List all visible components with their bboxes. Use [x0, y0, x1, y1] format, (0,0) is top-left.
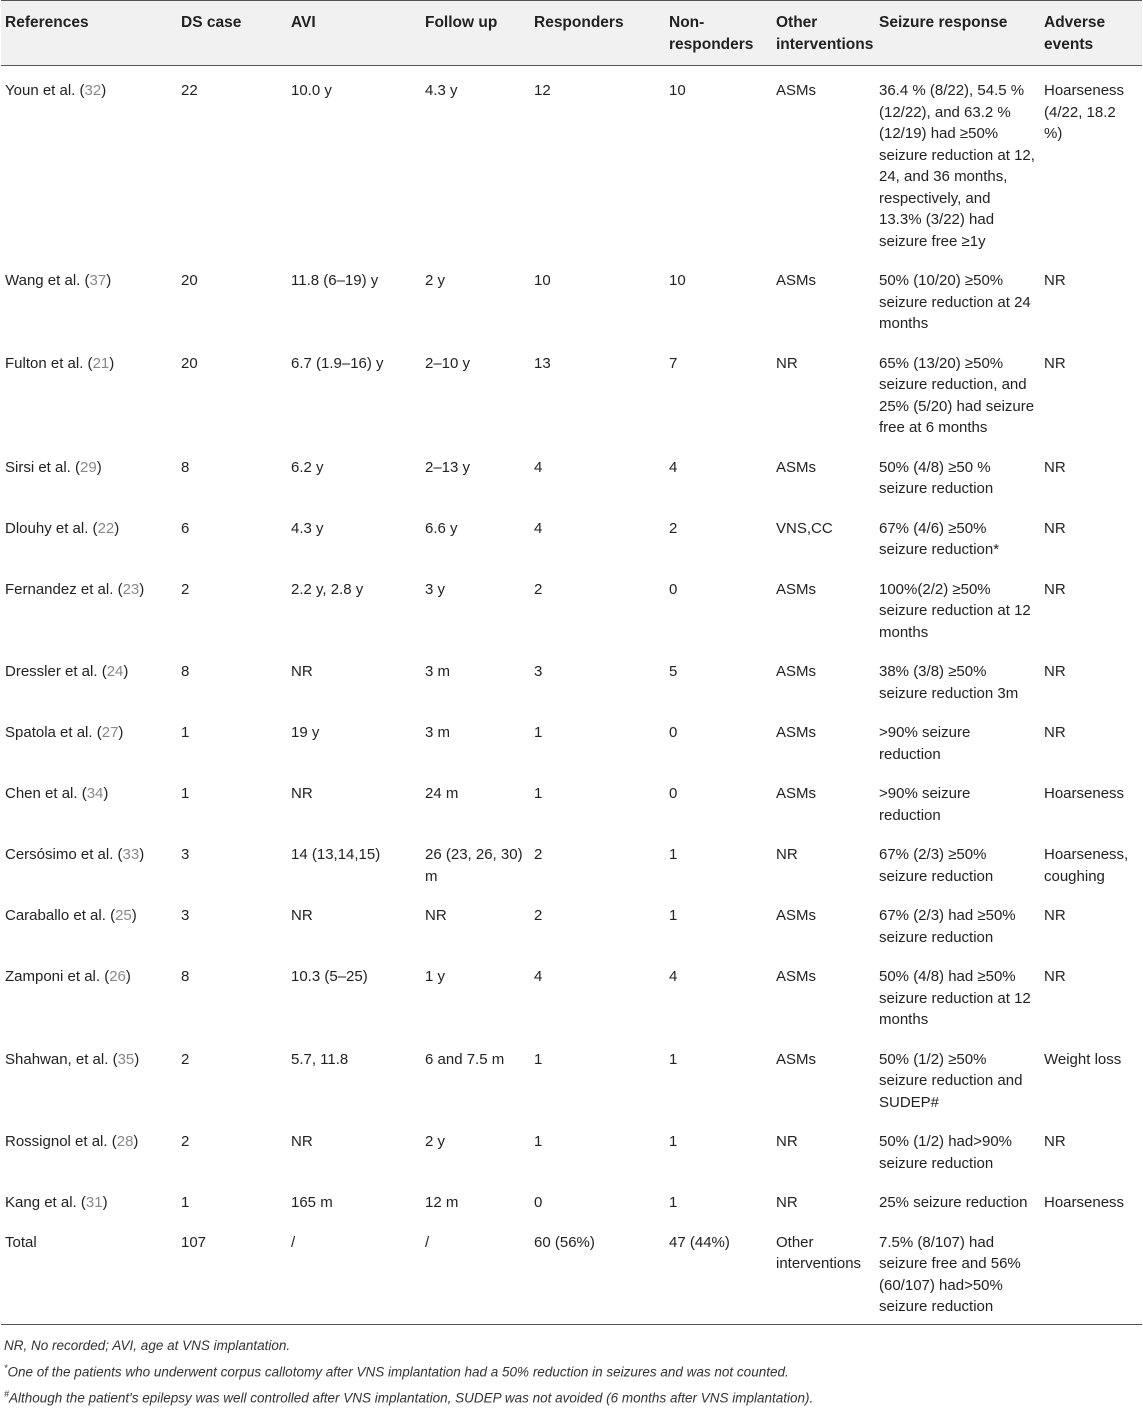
cell-reference: Cersósimo et al. (33) — [5, 846, 145, 863]
cell-adverse-events: Hoarseness (4/22, 18.2 %) — [1044, 82, 1125, 142]
cell-follow-up: 6 and 7.5 m — [425, 1050, 505, 1068]
cell-adverse-events: NR — [1044, 580, 1066, 598]
cell-non-responders: 0 — [669, 724, 678, 741]
cell-non-responders: 7 — [669, 354, 678, 372]
cell-ds-case: 20 — [181, 272, 198, 289]
cell-non-responders: 0 — [669, 785, 678, 802]
cell-adverse-events: NR — [1044, 1133, 1066, 1150]
footnote-star-text: One of the patients who underwent corpus callotomy after VNS implantation had a 50% reduction in seizures and was not counted. — [7, 1364, 789, 1379]
cell-reference: Dressler et al. (24) — [5, 663, 129, 680]
cell-reference: Youn et al. (32) — [5, 82, 107, 99]
cell-avi: 6.7 (1.9–16) y — [291, 354, 384, 372]
cell-ds-case: 2 — [181, 580, 190, 598]
reference-author: Cersósimo et al. — [5, 846, 114, 863]
cell-non-responders: 1 — [669, 907, 678, 924]
cell-seizure-response: 67% (2/3) had ≥50% seizure reduction — [879, 907, 1016, 946]
cell-avi: 10.3 (5–25) — [291, 968, 368, 985]
cell-adverse-events: NR — [1044, 458, 1066, 476]
cell-responders: 4 — [534, 968, 543, 985]
cell-follow-up: NR — [425, 907, 447, 924]
table-row — [1, 1218, 1142, 1325]
cell-ds-case: 107 — [177, 1218, 287, 1325]
cell-responders: 2 — [534, 846, 543, 863]
cell-reference — [1, 1218, 177, 1325]
cell-adverse-events: Hoarseness, coughing — [1044, 846, 1129, 885]
cell-seizure-response: 25% seizure reduction — [879, 1194, 1028, 1211]
cell-follow-up: 2–13 y — [425, 458, 471, 476]
cell-other-interventions: NR — [776, 1194, 798, 1211]
citation-link[interactable]: 24 — [106, 663, 124, 680]
header-references: References — [1, 1, 177, 66]
cell-avi: 2.2 y, 2.8 y — [291, 580, 364, 598]
footnote-hash — [4, 1383, 1139, 1410]
table-row — [1, 504, 1142, 565]
cell-other-interventions: ASMs — [776, 458, 817, 476]
citation-link[interactable]: 26 — [109, 968, 126, 985]
header-seizure-response: Seizure response — [875, 1, 1040, 66]
cell-responders: 1 — [534, 785, 543, 802]
cell-ds-case: 3 — [181, 846, 190, 863]
cell-avi: 6.2 y — [291, 458, 324, 476]
header-row — [1, 1, 1142, 66]
citation-link[interactable]: 27 — [101, 724, 119, 741]
cell-seizure-response: 36.4 % (8/22), 54.5 % (12/22), and 63.2 % (12/19) had ≥50% seizure reduction at 12, 24, and 36 months, respectively, and 13.3% (3/22) had seizure free ≥1y — [879, 82, 1035, 250]
table-row — [1, 443, 1142, 504]
cell-other-interventions: NR — [776, 1133, 798, 1150]
cell-ds-case: 1 — [181, 785, 190, 802]
cell-avi: 14 (13,14,15) — [291, 846, 381, 863]
cell-non-responders: 10 — [669, 82, 686, 99]
cell-responders: 1 — [534, 1050, 543, 1068]
citation-link[interactable]: 35 — [117, 1050, 135, 1068]
cell-other-interventions: ASMs — [776, 785, 817, 802]
cell-follow-up: / — [421, 1218, 530, 1325]
cell-follow-up: 3 m — [425, 724, 451, 741]
footnote-abbreviations: NR, No recorded; AVI, age at VNS implantation. — [4, 1337, 291, 1353]
cell-adverse-events: Weight loss — [1044, 1050, 1122, 1068]
cell-non-responders: 4 — [669, 968, 678, 985]
cell-ds-case: 8 — [181, 458, 190, 476]
reference-author: Sirsi et al. — [5, 458, 71, 476]
cell-responders: 2 — [534, 580, 543, 598]
footnote-hash-text: Although the patient's epilepsy was well controlled after VNS implantation, SUDEP was not avoided (6 months after VNS implantation). — [9, 1390, 814, 1406]
cell-adverse-events: NR — [1044, 968, 1066, 985]
cell-other-interventions: ASMs — [776, 724, 817, 741]
table-row — [1, 1117, 1142, 1178]
cell-avi: 5.7, 11.8 — [291, 1050, 349, 1068]
reference-author: Total — [5, 1233, 37, 1251]
citation-link[interactable]: 21 — [92, 354, 110, 372]
cell-seizure-response: 100%(2/2) ≥50% seizure reduction at 12 months — [879, 580, 1031, 641]
footnote-hash-mark: # — [4, 1389, 10, 1399]
cell-follow-up: 24 m — [425, 785, 459, 802]
cell-reference: Rossignol et al. (28) — [5, 1133, 139, 1150]
cell-adverse-events: NR — [1044, 354, 1066, 372]
cell-responders: 4 — [534, 458, 543, 476]
cell-adverse-events: NR — [1044, 907, 1066, 924]
cell-non-responders: 1 — [669, 1194, 678, 1211]
cell-avi: 165 m — [291, 1194, 333, 1211]
cell-non-responders: 4 — [669, 458, 678, 476]
citation-link[interactable]: 32 — [84, 82, 102, 99]
cell-reference: Chen et al. (34) — [5, 785, 109, 802]
citation-link[interactable]: 29 — [80, 458, 97, 476]
cell-seizure-response: 50% (1/2) ≥50% seizure reduction and SUDEP# — [879, 1050, 1023, 1111]
cell-responders: 60 (56%) — [530, 1218, 665, 1325]
cell-ds-case: 6 — [181, 519, 190, 537]
table-body — [1, 66, 1142, 1325]
cell-adverse-events: Hoarseness — [1044, 785, 1125, 802]
cell-follow-up: 3 y — [425, 580, 446, 598]
cell-other-interventions: ASMs — [776, 580, 817, 598]
reference-author: Kang et al. — [5, 1194, 77, 1211]
cell-ds-case: 20 — [181, 354, 198, 372]
table-row — [1, 830, 1142, 891]
table-row — [1, 647, 1142, 708]
header-responders: Responders — [530, 1, 665, 66]
table-row — [1, 952, 1142, 1035]
cell-other-interventions: NR — [776, 846, 798, 863]
cell-other-interventions: ASMs — [776, 907, 817, 924]
cell-follow-up: 1 y — [425, 968, 446, 985]
cell-reference: Spatola et al. (27) — [5, 724, 124, 741]
cell-ds-case: 1 — [181, 724, 190, 741]
header-ds-case: DS case — [177, 1, 287, 66]
table-row — [1, 565, 1142, 648]
reference-author: Fulton et al. — [5, 354, 84, 372]
reference-author: Spatola et al. — [5, 724, 93, 741]
table-row — [1, 339, 1142, 443]
cell-seizure-response: >90% seizure reduction — [879, 785, 971, 824]
cell-reference: Wang et al. (37) — [5, 272, 112, 289]
cell-responders: 0 — [534, 1194, 543, 1211]
cell-avi: 4.3 y — [291, 519, 324, 537]
cell-avi: NR — [291, 907, 313, 924]
cell-ds-case: 3 — [181, 907, 190, 924]
cell-non-responders: 2 — [669, 519, 678, 537]
cell-non-responders: 10 — [669, 272, 686, 289]
cell-avi: / — [287, 1218, 421, 1325]
cell-follow-up: 26 (23, 26, 30) m — [425, 846, 523, 885]
reference-author: Dressler et al. — [5, 663, 98, 680]
cell-other-interventions: NR — [776, 354, 798, 372]
cell-avi: NR — [291, 785, 313, 802]
cell-non-responders: 1 — [669, 1050, 678, 1068]
cell-reference: Zamponi et al. (26) — [5, 968, 131, 985]
cell-avi: NR — [291, 1133, 313, 1150]
table-row — [1, 1178, 1142, 1218]
table-row — [1, 891, 1142, 952]
cell-reference: Caraballo et al. (25) — [5, 907, 137, 924]
citation-link[interactable]: 34 — [86, 785, 104, 802]
header-other-interventions: Other interventions — [772, 1, 875, 66]
cell-responders: 2 — [534, 907, 543, 924]
citation-link[interactable]: 33 — [122, 846, 140, 863]
cell-other-interventions: ASMs — [776, 82, 817, 99]
cell-seizure-response: 50% (4/8) ≥50 % seizure reduction — [879, 458, 994, 497]
cell-seizure-response: 65% (13/20) ≥50% seizure reduction, and 25% (5/20) had seizure free at 6 months — [879, 354, 1035, 436]
cell-avi: 19 y — [291, 724, 320, 741]
citation-link[interactable]: 37 — [89, 272, 107, 289]
cell-follow-up: 4.3 y — [425, 82, 458, 99]
cell-adverse-events — [1040, 1218, 1142, 1325]
cell-follow-up: 2–10 y — [425, 354, 471, 372]
cell-other-interventions: ASMs — [776, 272, 817, 289]
cell-adverse-events: NR — [1044, 663, 1066, 680]
cell-seizure-response: 67% (2/3) ≥50% seizure reduction — [879, 846, 994, 885]
cell-ds-case: 8 — [181, 663, 190, 680]
reference-author: Youn et al. — [5, 82, 76, 99]
cell-other-interventions: ASMs — [776, 968, 817, 985]
table-row — [1, 256, 1142, 339]
reference-author: Dlouhy et al. — [5, 519, 89, 537]
citation-link[interactable]: 25 — [115, 907, 132, 924]
cell-reference: Fulton et al. (21) — [5, 354, 115, 372]
cell-adverse-events: NR — [1044, 272, 1066, 289]
cell-other-interventions: VNS,CC — [776, 519, 833, 537]
reference-author: Zamponi et al. — [5, 968, 101, 985]
cell-other-interventions: ASMs — [776, 663, 817, 680]
cell-ds-case: 8 — [181, 968, 190, 985]
cell-non-responders: 0 — [669, 580, 678, 598]
cell-avi: NR — [291, 663, 313, 680]
table-row — [1, 769, 1142, 830]
cell-seizure-response: >90% seizure reduction — [879, 724, 971, 763]
header-adverse-events: Adverse events — [1040, 1, 1142, 66]
cell-responders: 10 — [534, 272, 551, 289]
vns-outcomes-table — [1, 0, 1142, 1325]
cell-follow-up: 12 m — [425, 1194, 459, 1211]
header-avi: AVI — [287, 1, 421, 66]
header-follow-up: Follow up — [421, 1, 530, 66]
cell-avi: 10.0 y — [291, 82, 332, 99]
cell-avi: 11.8 (6–19) y — [291, 272, 379, 289]
cell-reference: Dlouhy et al. (22) — [5, 519, 120, 537]
cell-non-responders: 5 — [669, 663, 678, 680]
reference-author: Shahwan, et al. — [5, 1050, 109, 1068]
citation-link[interactable]: 31 — [85, 1194, 103, 1211]
cell-adverse-events: NR — [1044, 519, 1066, 537]
cell-ds-case: 1 — [181, 1194, 190, 1211]
footnote-star-mark: * — [4, 1362, 8, 1373]
footnote-star — [4, 1357, 1139, 1384]
cell-reference: Shahwan, et al. (35) — [5, 1050, 140, 1068]
cell-responders: 4 — [534, 519, 543, 537]
citation-link[interactable]: 23 — [122, 580, 140, 598]
cell-adverse-events: Hoarseness — [1044, 1194, 1125, 1211]
cell-follow-up: 3 m — [425, 663, 451, 680]
reference-author: Chen et al. — [5, 785, 78, 802]
cell-ds-case: 22 — [181, 82, 198, 99]
cell-seizure-response: 67% (4/6) ≥50% seizure reduction* — [879, 519, 1000, 558]
reference-author: Fernandez et al. — [5, 580, 114, 598]
cell-ds-case: 2 — [181, 1133, 190, 1150]
cell-responders: 3 — [534, 663, 543, 680]
cell-other-interventions: ASMs — [776, 1050, 817, 1068]
cell-follow-up: 2 y — [425, 1133, 446, 1150]
table-row — [1, 1035, 1142, 1118]
table-row — [1, 708, 1142, 769]
cell-ds-case: 2 — [181, 1050, 190, 1068]
cell-seizure-response: 38% (3/8) ≥50% seizure reduction 3m — [879, 663, 1019, 702]
cell-follow-up: 6.6 y — [425, 519, 458, 537]
header-non-responders: Non-responders — [665, 1, 772, 66]
cell-non-responders: 1 — [669, 846, 678, 863]
footnotes — [0, 1325, 1143, 1410]
cell-other-interventions: Other interventions — [772, 1218, 875, 1325]
cell-non-responders: 47 (44%) — [665, 1218, 772, 1325]
cell-responders: 1 — [534, 1133, 543, 1150]
cell-reference: Kang et al. (31) — [5, 1194, 108, 1211]
cell-reference: Fernandez et al. (23) — [5, 580, 145, 598]
citation-link[interactable]: 28 — [116, 1133, 134, 1150]
cell-reference: Sirsi et al. (29) — [5, 458, 102, 476]
reference-author: Rossignol et al. — [5, 1133, 108, 1150]
cell-follow-up: 2 y — [425, 272, 446, 289]
reference-author: Caraballo et al. — [5, 907, 106, 924]
cell-adverse-events: NR — [1044, 724, 1066, 741]
cell-responders: 12 — [534, 82, 551, 99]
reference-author: Wang et al. — [5, 272, 81, 289]
cell-responders: 13 — [534, 354, 551, 372]
table-row — [1, 66, 1142, 257]
cell-seizure-response: 50% (4/8) had ≥50% seizure reduction at 12 months — [879, 968, 1031, 1028]
citation-link[interactable]: 22 — [97, 519, 115, 537]
cell-responders: 1 — [534, 724, 543, 741]
cell-seizure-response: 50% (1/2) had>90% seizure reduction — [879, 1133, 1013, 1172]
cell-non-responders: 1 — [669, 1133, 678, 1150]
cell-seizure-response: 50% (10/20) ≥50% seizure reduction at 24 months — [879, 272, 1031, 332]
cell-seizure-response: 7.5% (8/107) had seizure free and 56%(60/107) had>50% seizure reduction — [875, 1218, 1040, 1325]
